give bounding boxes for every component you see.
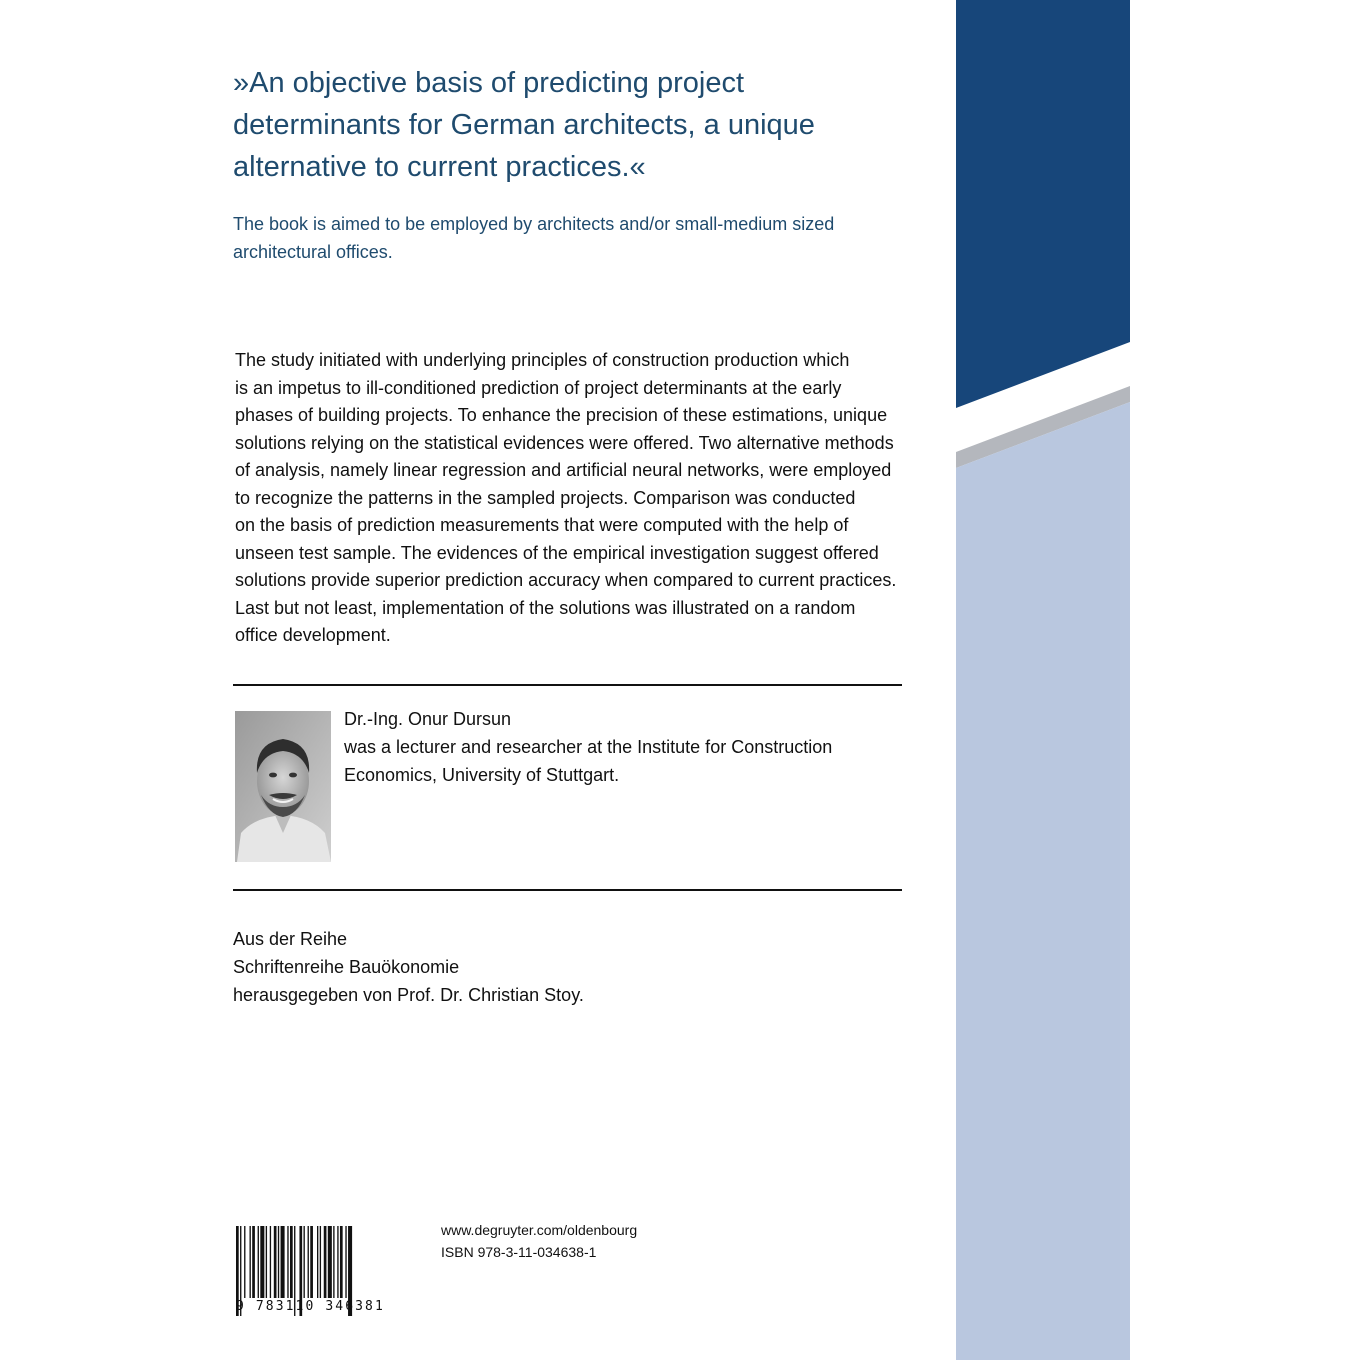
barcode-bar [324, 1226, 327, 1298]
abstract-line: on the basis of prediction measurements that were computed with the help of [235, 515, 849, 535]
abstract-line: The study initiated with underlying principles of construction production which [235, 350, 850, 370]
barcode-bar [281, 1226, 285, 1298]
author-bio-line-2: Economics, University of Stuttgart. [344, 765, 620, 785]
author-bio [344, 705, 904, 789]
barcode-bar [304, 1226, 305, 1298]
barcode-bar [287, 1226, 288, 1298]
author-name: Dr.-Ing. Onur Dursun [344, 709, 512, 729]
barcode-digits: 9 783110 346381 [236, 1299, 385, 1314]
abstract-line: phases of building projects. To enhance the precision of these estimations, unique [235, 405, 888, 425]
barcode-bar [244, 1226, 245, 1298]
abstract-line: solutions relying on the statistical evidences were offered. Two alternative methods [235, 432, 894, 453]
abstract-line: solutions provide superior prediction accuracy when compared to current practices. [235, 570, 897, 590]
abstract-text [235, 347, 925, 650]
series-title: Schriftenreihe Bauökonomie [233, 957, 460, 977]
abstract-line: office development. [235, 625, 391, 645]
barcode-bar [333, 1226, 334, 1298]
divider-bottom [233, 889, 902, 891]
pull-quote: »An objective basis of predicting project determinants for German architects, a unique alternative to current practices.« [233, 67, 815, 183]
series-editor: herausgegeben von Prof. Dr. Christian Stoy. [233, 985, 584, 1005]
series-intro: Aus der Reihe [233, 929, 348, 949]
barcode-bar [258, 1226, 259, 1298]
barcode-bar [308, 1226, 309, 1298]
divider-top [233, 684, 902, 686]
author-bio-line-1: was a lecturer and researcher at the Institute for Construction [344, 737, 833, 757]
band-light-blue [956, 402, 1130, 1360]
band-dark-blue [956, 0, 1130, 408]
barcode-bar [290, 1226, 293, 1298]
barcode-bar [278, 1226, 279, 1298]
barcode-bar [317, 1226, 318, 1298]
abstract-line: of analysis, namely linear regression and artificial neural networks, were employed [235, 460, 892, 480]
barcode-bar [270, 1226, 271, 1298]
barcode-bar [345, 1226, 346, 1298]
lead-text: The book is aimed to be employed by architects and/or small-medium sized architectural offices. [233, 214, 835, 262]
abstract-line: to recognize the patterns in the sampled projects. Comparison was conducted [235, 487, 856, 508]
barcode-bar [328, 1226, 332, 1298]
abstract-line: is an impetus to ill-conditioned prediction of project determinants at the early [235, 377, 842, 398]
barcode-bar [266, 1226, 267, 1298]
author-photo [235, 711, 331, 862]
barcode-bar [340, 1226, 343, 1298]
publisher-url: www.degruyter.com/oldenbourg [441, 1222, 638, 1238]
barcode-bar [260, 1226, 264, 1298]
series-info [233, 925, 833, 1009]
barcode-bar [337, 1226, 338, 1298]
abstract-line: Last but not least, implementation of the solutions was illustrated on a random [235, 597, 856, 618]
publisher-info [441, 1219, 741, 1263]
barcode-bar [250, 1226, 251, 1298]
abstract-line: unseen test sample. The evidences of the empirical investigation suggest offered [235, 542, 879, 563]
barcode-bar [320, 1226, 321, 1298]
decorative-color-band [956, 0, 1130, 1360]
isbn-number: ISBN 978-3-11-034638-1 [441, 1244, 597, 1260]
barcode-bar [310, 1226, 313, 1298]
barcode-bar [274, 1226, 277, 1298]
barcode-bar [252, 1226, 255, 1298]
